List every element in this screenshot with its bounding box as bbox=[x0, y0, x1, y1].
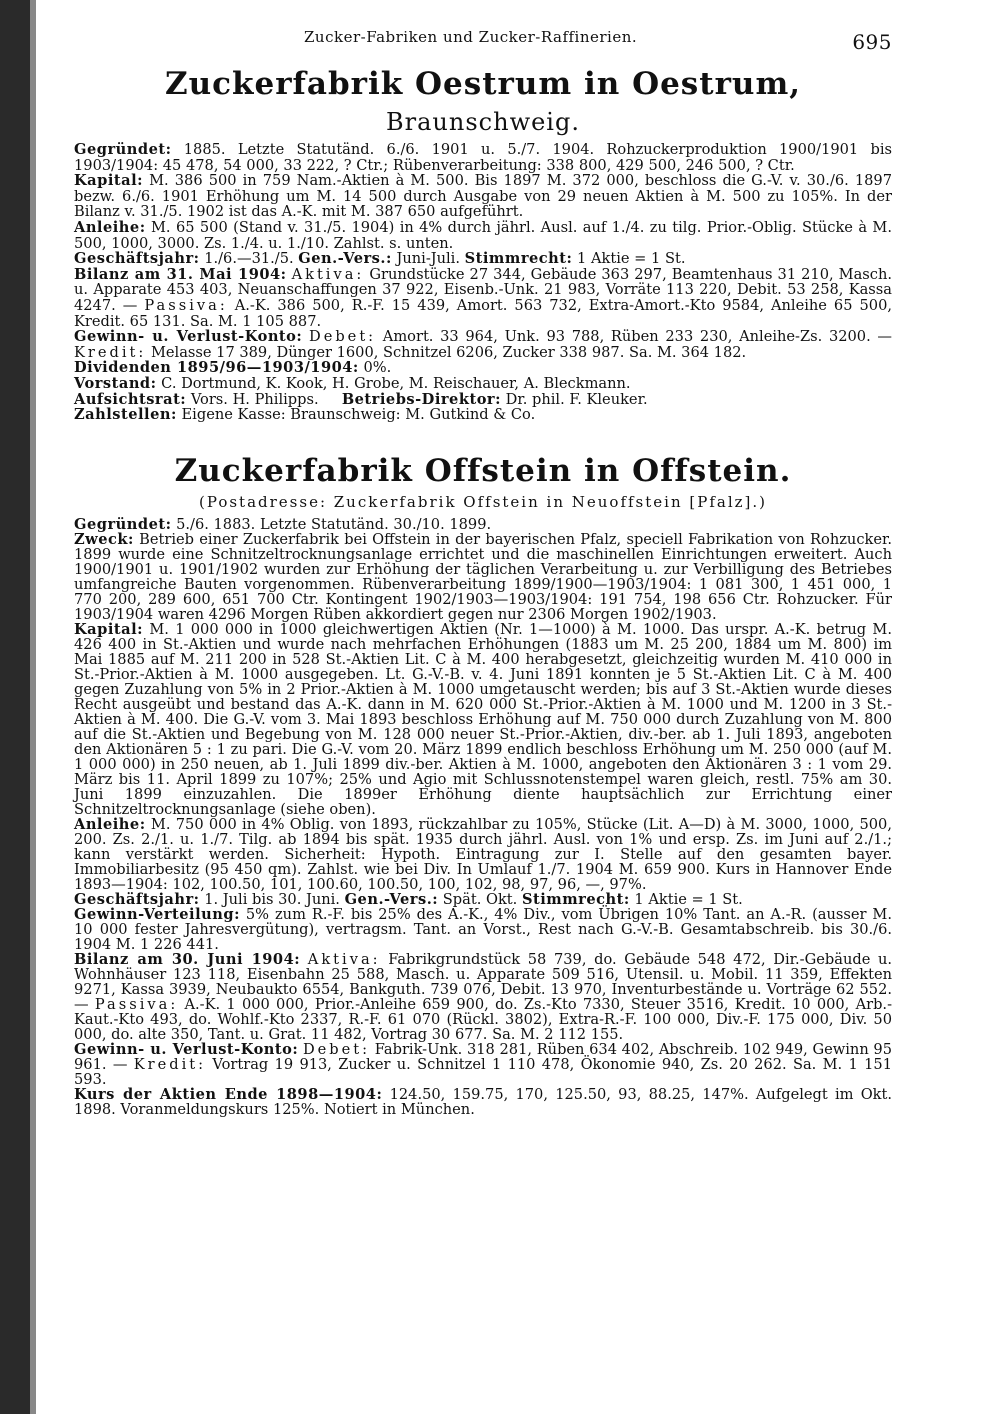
balance-paragraph bbox=[74, 267, 892, 329]
board-paragraph bbox=[74, 376, 892, 392]
company-title bbox=[74, 66, 892, 138]
entry-oestrum bbox=[74, 66, 892, 423]
label: Zweck: bbox=[74, 530, 134, 548]
label: Kapital: bbox=[74, 172, 144, 190]
credit-label: Kredit: bbox=[133, 1055, 207, 1073]
scan-binding-shadow bbox=[30, 0, 36, 1414]
paying-agents-paragraph bbox=[74, 407, 892, 423]
liabilities-label: Passiva: bbox=[144, 296, 228, 314]
text: 124.50, 159.75, 170, 125.50, 93, 88.25, 147%. Aufgelegt im Okt. 1898. Voranmeldungskurs 125%. Notiert in München. bbox=[74, 1085, 893, 1118]
text: Fabrik-Unk. 318 281, Rüben 634 402, Abschreib. 102 949, Gewinn 95 961. — bbox=[74, 1040, 892, 1073]
label: Geschäftsjahr: bbox=[74, 890, 200, 908]
label: Dividenden 1895/96—1903/1904: bbox=[74, 359, 359, 377]
running-title: Zucker-Fabriken und Zucker-Raffinerien. bbox=[304, 28, 638, 46]
company-title bbox=[74, 453, 892, 489]
text: Grundstücke 27 344, Gebäude 363 297, Beamtenhaus 31 210, Masch. u. Apparate 453 403, Neuanschaffungen 37 922, Eisenb.-Unk. 21 983, Vorräte 113 220, Debit. 53 258, Kassa 4247. — bbox=[74, 265, 892, 314]
profit-distribution-paragraph bbox=[74, 907, 892, 952]
page bbox=[74, 18, 892, 1117]
profit-loss-paragraph bbox=[74, 329, 892, 360]
label: Stimmrecht: bbox=[521, 890, 630, 908]
purpose-paragraph bbox=[74, 532, 892, 622]
business-year-paragraph bbox=[74, 892, 892, 907]
label: Anleihe: bbox=[74, 815, 146, 833]
running-head bbox=[74, 18, 892, 54]
company-name: Zuckerfabrik Oestrum in Oestrum, bbox=[164, 66, 802, 102]
text: 1. Juli bis 30. Juni. bbox=[199, 890, 340, 908]
label: Gewinn-Verteilung: bbox=[74, 905, 240, 923]
founded-paragraph bbox=[74, 142, 892, 173]
text: 1 Aktie = 1 St. bbox=[629, 890, 743, 908]
label: Zahlstellen: bbox=[74, 406, 177, 424]
supervisory-paragraph bbox=[74, 392, 892, 408]
founded-paragraph bbox=[74, 517, 892, 532]
loan-paragraph bbox=[74, 220, 892, 251]
text: M. 65 500 (Stand v. 31./5. 1904) in 4% durch jährl. Ausl. auf 1./4. zu tilg. Prior.-Oblig. Stücke à M. 500, 1000, 3000. Zs. 1./4. u. 1./10. Zahlst. s. unten. bbox=[74, 218, 892, 252]
credit-label: Kredit: bbox=[74, 343, 147, 361]
label: Stimmrecht: bbox=[464, 250, 573, 268]
postal-address: (Postadresse: Zuckerfabrik Offstein in Neuoffstein [Pfalz].) bbox=[198, 492, 767, 511]
balance-paragraph bbox=[74, 952, 892, 1042]
entry-offstein bbox=[74, 453, 892, 1117]
text: 1885. Letzte Statutänd. 6./6. 1901 u. 5./7. 1904. Rohzuckerproduktion 1900/1901 bis 1903/1904: 45 478, 54 000, 33 222, ? Ctr.; Rübenverarbeitung: 338 800, 429 500, 246 500, ? Ctr. bbox=[74, 141, 892, 174]
text: M. 1 000 000 in 1000 gleichwertigen Aktien (Nr. 1—1000) à M. 1000. Das urspr. A.-K. betrug M. 426 400 in St.-Aktien und wurde nach mehrfachen Erhöhungen (1883 um M. 25 200, 1884 um M. 800) im Mai 1885 auf M. 211 200 in 528 St.-Aktien Lit. C à M. 400 herabgesetzt, gleichzeitig wurden M. 410 000 in St.-Prior.-Aktien à M. 1000 ausgegeben. Lt. G.-V.-B. v. 4. Juni 1891 konnten je 5 St.-Aktien Lit. C à M. 400 gegen Zuzahlung von 5% in 2 Prior.-Aktien à M. 1000 umgetauscht werden; bis auf 3 St.-Aktien wurde dieses Recht ausgeübt und bestand das A.-K. dann in M. 620 000 St.-Prior.-Aktien à M. 1000 und M. 1200 in 3 St.-Aktien à M. 400. Die G.-V. vom 3. Mai 1893 beschloss Erhöhung auf M. 750 000 durch Zuzahlung von M. 800 auf die St.-Aktien und Begebung von M. 128 000 neuer St.-Prior.-Aktien, div.-ber. ab 1. Juli 1893, angeboten den Aktionären 5 : 1 zu pari. Die G.-V. vom 20. März 1899 endlich beschloss Erhöhung um M. 250 000 (auf M. 1 000 000) in 250 neuen, ab 1. Juli 1899 div.-ber. Aktien à M. 1000, angeboten den Aktionären 3 : 1 vom 29. März bis 11. April 1899 zu 107%; 25% und Agio mit Schlussnotenstempel waren gleich, restl. 75% am 30. Juni 1899 einzuzahlen. Die 1899er Erhöhung diente hauptsächlich zur Errichtung einer Schnitzeltrocknungsanlage (siehe oben). bbox=[74, 620, 892, 818]
label: Gen.-Vers.: bbox=[344, 890, 439, 908]
text: 1 Aktie = 1 St. bbox=[572, 250, 686, 268]
assets-label: Aktiva: bbox=[291, 265, 365, 283]
text: M. 386 500 in 759 Nam.-Aktien à M. 500. Bis 1897 M. 372 000, beschloss die G.-V. v. 30./6. 1897 bezw. 6./6. 1901 Erhöhung um M. 14 500 durch Ausgabe von 29 neuen Aktien à M. 500 zu 105%. In der Bilanz v. 31./5. 1902 ist das A.-K. mit M. 387 650 aufgeführt. bbox=[74, 172, 892, 221]
assets-label: Aktiva: bbox=[307, 950, 381, 968]
text: Betrieb einer Zuckerfabrik bei Offstein in der bayerischen Pfalz, speciell Fabrikation von Rohzucker. 1899 wurde eine Schnitzeltrocknungsanlage errichtet und die maschinellen Einrichtungen erweitert. Auch 1900/1901 u. 1901/1902 wurden zur Erhöhung der täglichen Verarbeitung u. zur Verbilligung des Betriebes umfangreiche Bauten vorgenommen. Rübenverarbeitung 1899/1900—1903/1904: 1 081 300, 1 451 000, 1 770 200, 289 600, 651 700 Ctr. Kontingent 1902/1903—1903/1904: 191 754, 198 656 Ctr. Rohzucker. Für 1903/1904 waren 4296 Morgen Rüben akkordiert gegen nur 2306 Morgen 1902/1903. bbox=[74, 530, 892, 623]
debit-label: Debet: bbox=[309, 328, 377, 346]
text: A.-K. 1 000 000, Prior.-Anleihe 659 900, do. Zs.-Kto 7330, Steuer 3516, Kredit. 10 000, Arb.-Kaut.-Kto 493, do. Wohlf.-Kto 2337, R.-F. 61 070 (Rückl. 3802), Extra-R.-F. 100 000, Div.-F. 175 000, Div. 50 000, do. alte 350, Tant. u. Grat. 11 482, Vortrag 30 677. Sa. M. 2 112 155. bbox=[74, 995, 893, 1043]
label: Gewinn- u. Verlust-Konto: bbox=[74, 1040, 299, 1058]
text: 5./6. 1883. Letzte Statutänd. 30./10. 1899. bbox=[171, 515, 492, 533]
text: Eigene Kasse: Braunschweig: M. Gutkind & Co. bbox=[176, 406, 536, 424]
text: Fabrikgrundstück 58 739, do. Gebäude 548 472, Dir.-Gebäude u. Wohnhäuser 123 118, Eisenbahn 25 588, Masch. u. Apparate 509 516, Utensil. u. Mobil. 11 359, Effekten 9271, Kassa 3939, Neubaukto 6554, Bankguth. 739 076, Debit. 13 970, Inventurbestände u. Vorträge 62 552. — bbox=[74, 950, 893, 1013]
dividends-paragraph bbox=[74, 360, 892, 376]
company-name: Zuckerfabrik Offstein in Offstein. bbox=[174, 452, 792, 489]
company-location: Braunschweig. bbox=[386, 108, 580, 136]
label: Kapital: bbox=[74, 620, 144, 638]
label: Anleihe: bbox=[74, 218, 146, 236]
label: Gewinn- u. Verlust-Konto: bbox=[74, 328, 303, 346]
text: 1./6.—31./5. bbox=[199, 250, 294, 268]
text: Dr. phil. F. Kleuker. bbox=[501, 390, 648, 408]
label: Bilanz am 30. Juni 1904: bbox=[74, 950, 301, 968]
label: Gegründet: bbox=[74, 515, 172, 533]
share-price-paragraph bbox=[74, 1087, 892, 1117]
text: A.-K. 386 500, R.-F. 15 439, Amort. 563 732, Extra-Amort.-Kto 9584, Anleihe 65 500, Kredit. 65 131. Sa. M. 1 105 887. bbox=[74, 296, 892, 330]
business-year-paragraph bbox=[74, 251, 892, 267]
capital-paragraph bbox=[74, 622, 892, 817]
text: Melasse 17 389, Dünger 1600, Schnitzel 6206, Zucker 338 987. Sa. M. 364 182. bbox=[146, 343, 747, 361]
scan-binding-edge bbox=[0, 0, 30, 1414]
debit-label: Debet: bbox=[302, 1040, 371, 1058]
text: 5% zum R.-F. bis 25% des A.-K., 4% Div., vom Übrigen 10% Tant. an A.-R. (ausser M. 10 000 fester Jahresvergütung), vertragsm. Tant. an Vorst., Rest nach G.-V.-B. Gesamtabschreib. bis 30./6. 1904 M. 1 226 441. bbox=[74, 905, 892, 953]
label: Geschäftsjahr: bbox=[74, 250, 200, 268]
capital-paragraph bbox=[74, 173, 892, 220]
text: 0%. bbox=[358, 359, 392, 377]
label: Aufsichtsrat: bbox=[74, 390, 187, 408]
text: Amort. 33 964, Unk. 93 788, Rüben 233 230, Anleihe-Zs. 3200. — bbox=[376, 328, 893, 346]
label: Kurs der Aktien Ende 1898—1904: bbox=[74, 1085, 383, 1103]
liabilities-label: Passiva: bbox=[94, 995, 179, 1013]
text: Vors. H. Philipps. bbox=[186, 390, 319, 408]
loan-paragraph bbox=[74, 817, 892, 892]
profit-loss-paragraph bbox=[74, 1042, 892, 1087]
text: Spät. Okt. bbox=[438, 890, 518, 908]
text: Vortrag 19 913, Zucker u. Schnitzel 1 110 478, Ökonomie 940, Zs. 20 262. Sa. M. 1 151 593. bbox=[74, 1055, 892, 1088]
label: Bilanz am 31. Mai 1904: bbox=[74, 265, 287, 283]
text: C. Dortmund, K. Kook, H. Grobe, M. Reischauer, A. Bleckmann. bbox=[156, 374, 631, 392]
label: Betriebs-Direktor: bbox=[341, 390, 502, 408]
label: Gegründet: bbox=[74, 141, 172, 158]
label: Gen.-Vers.: bbox=[298, 250, 392, 268]
text: Juni-Juli. bbox=[391, 250, 460, 268]
text: M. 750 000 in 4% Oblig. von 1893, rückzahlbar zu 105%, Stücke (Lit. A—D) à M. 3000, 1000, 500, 200. Zs. 2./1. u. 1./7. Tilg. ab 1894 bis spät. 1935 durch jährl. Ausl. von 1% und ersp. Zs. im Juni auf 2./1.; kann verstärkt werden. Sicherheit: Hypoth. Eintragung zur I. Stelle auf den gesamten bayer. Immobiliarbesitz (95 450 qm). Zahlst. wie bei Div. In Umlauf 1./7. 1904 M. 659 900. Kurs in Hannover Ende 1893—1904: 102, 100.50, 101, 100.60, 100.50, 100, 102, 98, 97, 96, —, 97%. bbox=[74, 815, 892, 893]
page-number: 695 bbox=[852, 30, 892, 54]
label: Vorstand: bbox=[74, 374, 157, 392]
